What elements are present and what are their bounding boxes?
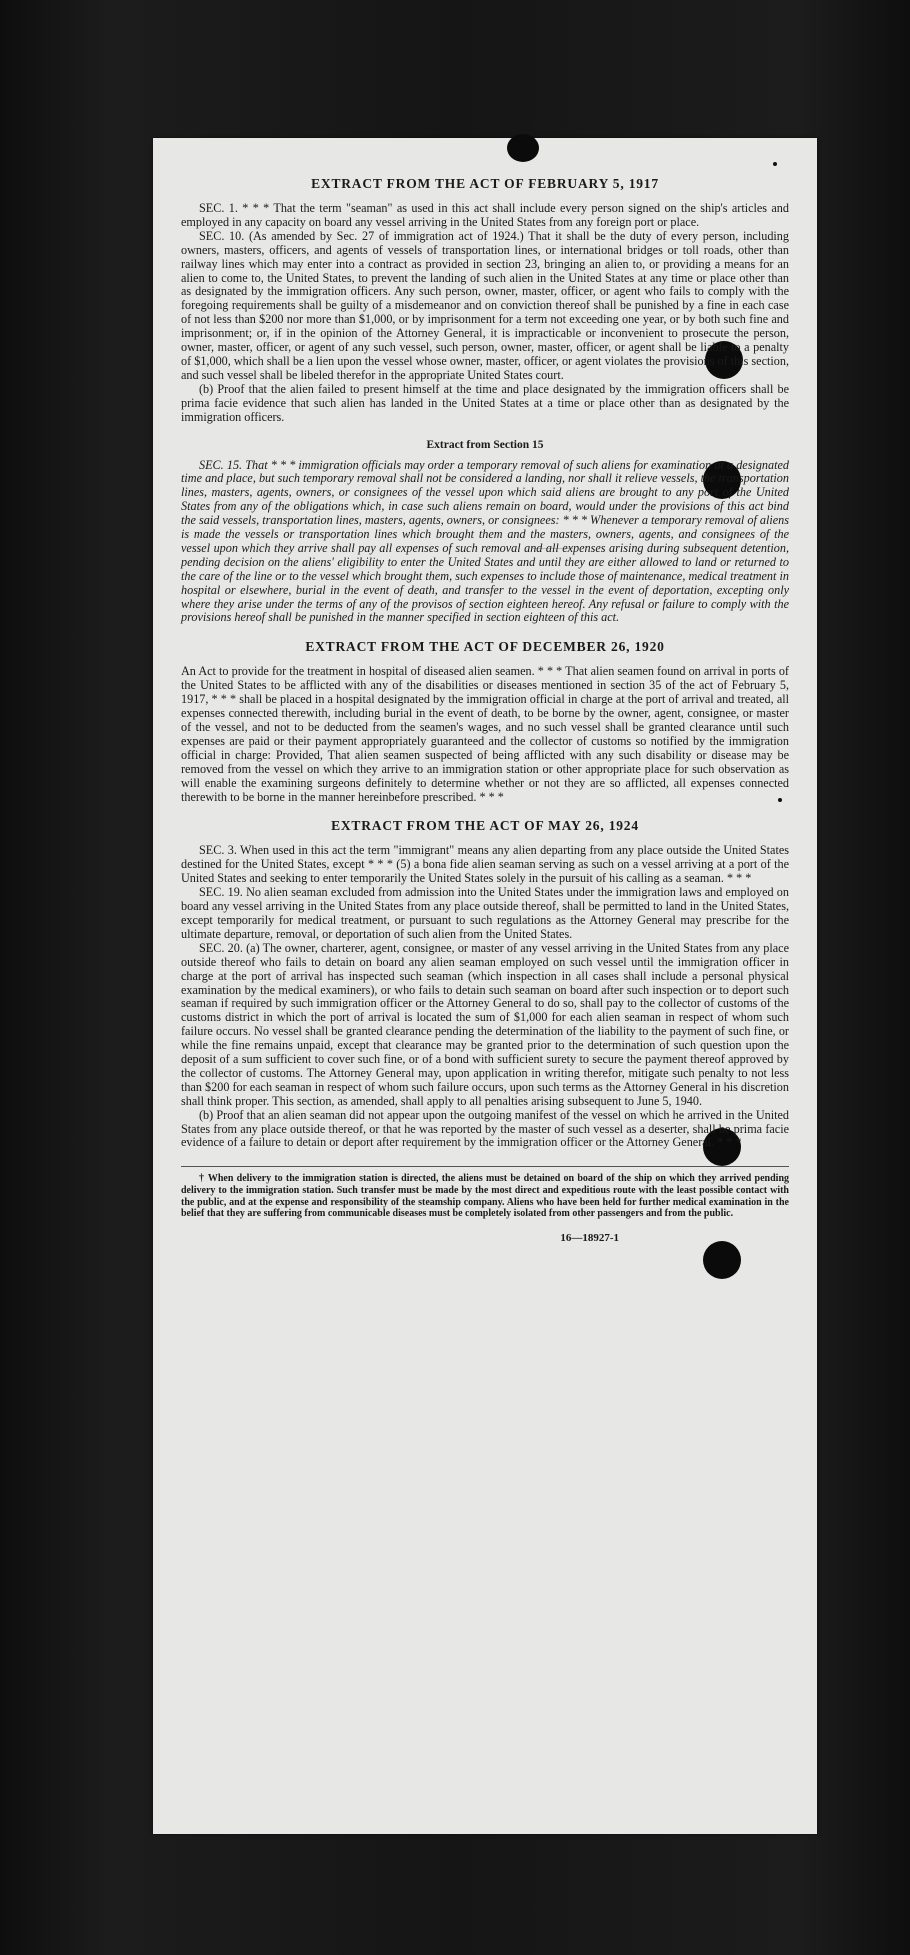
punch-hole [507, 134, 539, 162]
section-extract-15 [181, 439, 789, 626]
punch-hole [703, 1241, 741, 1279]
section-act-1920 [181, 639, 789, 804]
paragraph: SEC. 20. (a) The owner, charterer, agent, consignee, or master of any vessel arriving in the United States from any place outside thereof who fails to detain on board any alien seaman employed on such vessel until the immigration officer in charge at the port of arrival has inspected such seaman (which inspection in all cases shall include a personal physical examination by the medical examiners), or who fails to detain such seaman on board after such inspection or to deport such seaman if required by such immigration officer or the Attorney General to do so, shall pay to the collector of customs of the customs district in which the port of arrival is located the sum of $1,000 for each alien seaman in respect of whom such failure occurs. No vessel shall be granted clearance pending the determination of the liability to the payment of such fine, or while the fine remains unpaid, except that clearance may be granted prior to the determination of such question upon the deposit of a sum sufficient to cover such fine, or of a bond with sufficient surety to secure the payment thereof approved by the collector of customs. The Attorney General may, upon application in writing therefor, mitigate such penalty to not less than $200 for each seaman in respect of whom such failure occurs, upon such terms as the Attorney General in his discretion shall think proper. This section, as amended, shall apply to all penalties arising subsequent to June 5, 1940. [181, 940, 789, 1108]
paragraph: SEC. 3. When used in this act the term "immigrant" means any alien departing from any place outside the United States destined for the United States, except * * * (5) a bona fide alien seaman serving as such on a vessel arriving at a port of the United States and seeking to enter temporarily the United States solely in the pursuit of his calling as a seaman. * * * [181, 843, 789, 886]
ink-speck [773, 162, 777, 166]
section-subheading: Extract from Section 15 [426, 438, 544, 451]
paragraph: (b) Proof that an alien seaman did not appear upon the outgoing manifest of the vessel on which he arrived in the United States from any place outside thereof, or that he was reported by the master of such vessel as a deserter, shall be prima facie evidence of a failure to detain or deport after requirement by the immigration officer or the Attorney General. * * * [181, 1107, 789, 1150]
document-body [181, 176, 789, 1244]
footnote [181, 1166, 789, 1219]
section-heading: EXTRACT FROM THE ACT OF DECEMBER 26, 1920 [305, 639, 665, 655]
form-number: 16—18927-1 [560, 1231, 619, 1244]
paragraph: SEC. 15. That * * * immigration officials may order a temporary removal of such aliens for examination at a designated time and place, but such temporary removal shall not be considered a landing, nor shall it relieve vessels, the transportation lines, masters, agents, owners, or consignees of the vessel upon which said aliens are brought to any port of the United States from any of the obligations which, in case such aliens remain on board, would under the provisions of this act bind the said vessels, transportation lines, masters, agents, owners, or consignees: * * * Whenever a temporary removal of aliens is made the vessels or transportation lines which brought them and the masters, owners, agents, and consignees of the vessel upon which they arrive shall pay all expenses of such removal and all expenses arising during subsequent detention, pending decision on the aliens' eligibility to enter the United States and until they are either allowed to land or returned to the care of the line or to the vessel which brought them, such expenses to include those of maintenance, medical treatment in hospital or elsewhere, burial in the event of death, and transfer to the vessel in the event of deportation, excepting only where they arise under the terms of any of the provisos of section eighteen hereof. Any refusal or failure to comply with the provisions hereof shall be punished in the manner specified in section eighteen of this act. [181, 457, 789, 625]
paragraph: SEC. 10. (As amended by Sec. 27 of immigration act of 1924.) That it shall be the duty of every person, including owners, masters, officers, and agents of vessels of transportation lines, or international bridges or toll roads, other than railway lines which may enter into a contract as provided in section 23, bringing an alien to, or providing a means for an alien to come to, the United States, to prevent the landing of such alien in the United States at any time or place other than as designated by the immigration officers. Any such person, owner, master, officer, or agent who fails to comply with the foregoing requirements shall be guilty of a misdemeanor and on conviction thereof shall be punished by a fine in each case of not less than $200 nor more than $1,000, or by imprisonment for a term not exceeding one year, or by both such fine and imprisonment; or, if in the opinion of the Attorney General, it is impracticable or inconvenient to prosecute the person, owner, master, officer, or agent of any such vessel, such person, owner, master, officer, or agent shall be liable to a penalty of $1,000, which shall be a lien upon the vessel whose owner, master, officer, or agent violates the provisions of this section, and such vessel shall be libeled therefor in the appropriate United States court. [181, 228, 789, 382]
paragraph: SEC. 19. No alien seaman excluded from admission into the United States under the immigration laws and employed on board any vessel arriving in the United States from any place outside thereof, shall be permitted to land in the United States, except temporarily for medical treatment, or pursuant to such regulations as the Attorney General may prescribe for the ultimate departure, removal, or deportation of such alien from the United States. [181, 885, 789, 941]
section-act-1924 [181, 818, 789, 1150]
footnote-text: † When delivery to the immigration station is directed, the aliens must be detained on board of the ship on which they arrived pending delivery to the immigration station. Such transfer must be made by the most direct and expeditious route with the least possible contact with the public, and at the expense and responsibility of the steamship company. Aliens who have been held for further medical examination in the belief that they are suffering from communicable diseases must be completely isolated from other passengers and from the public. [181, 1173, 789, 1220]
section-heading: EXTRACT FROM THE ACT OF MAY 26, 1924 [331, 818, 639, 834]
paragraph: (b) Proof that the alien failed to present himself at the time and place designated by the immigration officers shall be prima facie evidence that such alien has landed in the United States at a time or place other than as designated by the immigration officers. [181, 381, 789, 424]
document-page [153, 138, 817, 1834]
section-act-1917 [181, 176, 789, 425]
section-heading: EXTRACT FROM THE ACT OF FEBRUARY 5, 1917 [311, 176, 659, 191]
paragraph: SEC. 1. * * * That the term "seaman" as used in this act shall include every person signed on the ship's articles and employed in any capacity on board any vessel arriving in the United States from any foreign port or place. [181, 201, 789, 229]
paragraph: An Act to provide for the treatment in hospital of diseased alien seamen. * * * That alien seamen found on arrival in ports of the United States to be afflicted with any of the disabilities or diseases mentioned in section 35 of the act of February 5, 1917, * * * shall be placed in a hospital designated by the immigration official in charge at the port of arrival and treated, all expenses connected therewith, including burial in the event of death, to be borne by the owner, agent, consignee, or master of the vessel, and not to be deducted from the seamen's wages, and no such vessel shall be granted clearance until such expenses are paid or their payment appropriately guaranteed and the collector of customs so notified by the immigration official in charge: Provided, That alien seamen suspected of being afflicted with any such disability or disease may be removed from the vessel on which they arrive to an immigration station or other appropriate place for such observation as will enable the examining surgeons definitely to determine whether or not they are so afflicted, all expenses connected therewith to be borne in the manner hereinbefore prescribed. * * * [181, 664, 789, 804]
